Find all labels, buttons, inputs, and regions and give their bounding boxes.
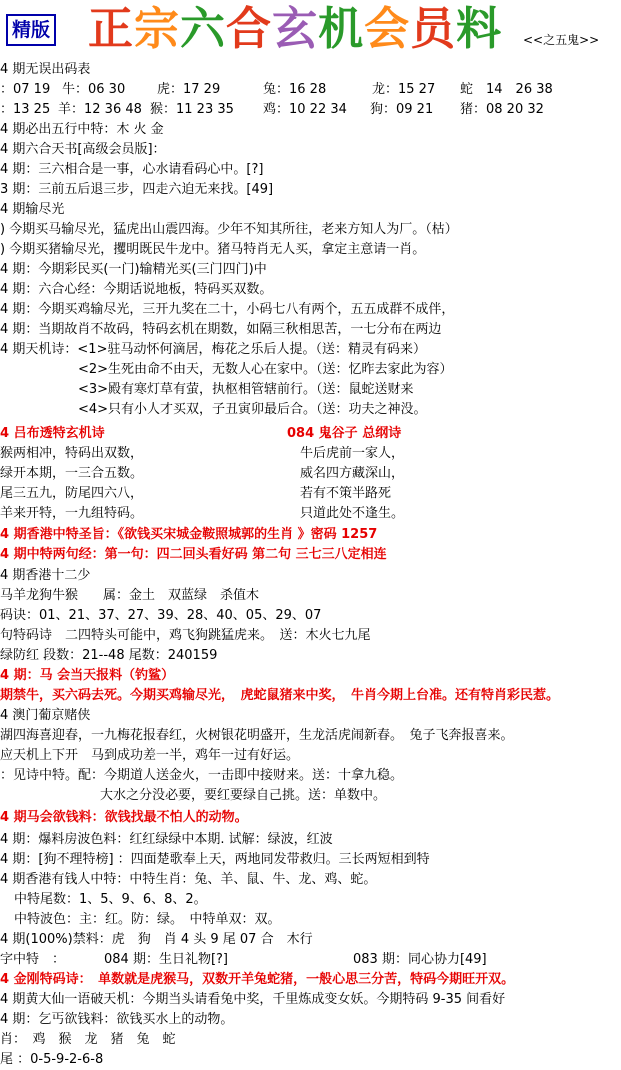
text-line <box>0 464 621 484</box>
text-line <box>0 1030 621 1050</box>
text-line <box>0 706 621 726</box>
text-segment: 4 期黄大仙一语破天机：今期当头请看兔中奖，千里炼成变女妖。今期特码 9-35 间看好 <box>0 992 506 1007</box>
text-segment: 084 鬼谷子 总纲诗 <box>287 426 402 441</box>
text-segment: 中特波色：主：红。防：绿。 中特单双：双。 <box>14 912 281 927</box>
title-char: 玄 <box>272 2 319 55</box>
text-segment: <4>只有小人才买双，子丑寅卯最后合。（送：功夫之神没。 <box>78 402 427 417</box>
text-line <box>0 726 621 746</box>
text-segment: ：07 19 <box>0 82 51 97</box>
text-line <box>0 525 621 545</box>
text-line <box>0 686 621 706</box>
text-segment: 虎：17 29 <box>157 82 221 97</box>
text-segment: 羊来开特，一九组特码。 <box>0 506 144 521</box>
text-segment: 绿防红 段数：21--48 尾数：240159 <box>0 648 218 663</box>
text-segment: 牛：06 30 <box>62 82 126 97</box>
text-segment: 若有不策半路死 <box>300 486 392 501</box>
text-line <box>0 220 621 240</box>
text-segment: 4 期：三六相合是一事，心水请看码心中。[?] <box>0 162 264 177</box>
text-line <box>0 666 621 686</box>
text-segment: 猴：11 23 35 <box>150 102 234 117</box>
text-segment: 3 期：三前五后退三步，四走六迫无来找。[49] <box>0 182 274 197</box>
text-line <box>0 504 621 524</box>
text-segment: 4 期无误出码表 <box>0 62 91 77</box>
text-segment: 4 期香港有钱人中特：中特生肖：兔、羊、鼠、牛、龙、鸡、蛇。 <box>0 872 377 887</box>
text-segment: 4 金刚特码诗： 单数就是虎猴马，双数开羊兔蛇猪，一般心思三分苦，特码今期旺开双。 <box>0 972 515 987</box>
text-line <box>0 950 621 970</box>
text-line <box>0 300 621 320</box>
text-segment: 4 期：爆料房波色料：红红绿绿中本期. 试解：绿波，红波 <box>0 832 333 847</box>
text-line <box>0 870 621 890</box>
text-line <box>0 545 621 565</box>
page-title <box>88 0 502 58</box>
text-line <box>0 586 621 606</box>
title-char: 正 <box>88 2 135 55</box>
text-line <box>0 320 621 340</box>
text-line <box>0 160 621 180</box>
text-line <box>0 990 621 1010</box>
text-segment: 湖四海喜迎春，一九梅花报春红，火树银花明盛开，生龙活虎闹新春。 兔子飞奔报喜来。 <box>0 728 514 743</box>
text-segment: ) 今期买猪输尽光，攫明既民牛龙中。猪马特肖无人买，拿定主意请一肖。 <box>0 242 426 257</box>
text-line <box>0 100 621 120</box>
text-line <box>0 240 621 260</box>
text-segment: <2>生死由命不由天，无数人心在家中。（送：忆昨去家此为容） <box>78 362 453 377</box>
text-line <box>0 424 621 444</box>
text-segment: 4 期：马 会当天报料（钓鲨） <box>0 668 175 683</box>
text-segment: 鸡：10 22 34 <box>263 102 347 117</box>
text-line <box>0 80 621 100</box>
text-segment: <3>殿有寒灯草有萤，执枢相管辖前行。（送：鼠蛇送财来 <box>78 382 414 397</box>
page-header <box>0 0 621 60</box>
text-line <box>0 646 621 666</box>
text-segment: 4 期(100%)禁料：虎 狗 肖 4 头 9 尾 07 合 木行 <box>0 932 313 947</box>
text-line <box>0 400 621 420</box>
text-segment: 蛇 14 26 38 <box>460 82 553 97</box>
text-line <box>0 260 621 280</box>
text-line <box>0 140 621 160</box>
title-char: 会 <box>364 2 411 55</box>
text-segment: 4 期：[狗不理特榜] ：四面楚歌奉上天，两地同发带救归。三长两短相到特 <box>0 852 430 867</box>
text-line <box>0 808 621 828</box>
text-line <box>0 746 621 766</box>
text-segment: 4 期天机诗：<1>驻马动怀何滴居，梅花之乐后人提。（送：精灵有码来） <box>0 342 426 357</box>
text-segment: 4 期：今期彩民买(一门)输精光买(三门四门)中 <box>0 262 267 277</box>
text-line <box>0 1010 621 1030</box>
title-char: 员 <box>410 2 457 55</box>
text-line <box>0 970 621 990</box>
title-char: 六 <box>180 2 227 55</box>
text-segment: 4 期必出五行中特：木 火 金 <box>0 122 164 137</box>
text-segment: 尾三五九，防尾四六八， <box>0 486 144 501</box>
text-segment: 羊：12 36 48 <box>58 102 142 117</box>
text-line <box>0 180 621 200</box>
text-segment: 期禁牛，买六码去死。今期买鸡输尽光， 虎蛇鼠猪来中奖， 牛肖今期上台准。还有特肖彩民惹。 <box>0 688 560 703</box>
text-segment: 绿开本期，一三合五数。 <box>0 466 144 481</box>
text-segment: 4 澳门葡京赌侠 <box>0 708 91 723</box>
text-segment: 威名四方藏深山， <box>300 466 405 481</box>
text-segment: 字中特 ： <box>0 952 66 967</box>
text-segment: 中特尾数：1、5、9、6、8、2。 <box>14 892 207 907</box>
text-segment: 兔：16 28 <box>263 82 327 97</box>
text-line <box>0 930 621 950</box>
text-segment: 4 期：今期买鸡输尽光，三开九奖在二十，小码七八有两个，五五成群不成伴， <box>0 302 455 317</box>
text-line <box>0 340 621 360</box>
title-tag: <<之五鬼>> <box>523 33 600 47</box>
text-segment: 4 期：六合心经：今期话说地板，特码买双数。 <box>0 282 273 297</box>
text-line <box>0 360 621 380</box>
text-segment: 猪：08 20 32 <box>460 102 544 117</box>
title-char: 宗 <box>134 2 181 55</box>
text-segment: 4 期：乞丐欲钱料：欲钱买水上的动物。 <box>0 1012 234 1027</box>
edition-badge: 精版 <box>6 14 56 46</box>
text-segment: 4 期香港十二少 <box>0 568 91 583</box>
text-segment: 4 期中特两句经：第一句：四二回头看好码 第二句 三七三八定相连 <box>0 547 387 562</box>
text-line <box>0 786 621 806</box>
text-segment: 码诀：01、21、37、27、39、28、40、05、29、07 <box>0 608 322 623</box>
text-line <box>0 850 621 870</box>
text-segment: ) 今期买马输尽光，猛虎出山震四海。少年不知其所往，老来方知人为厂。（枯） <box>0 222 458 237</box>
text-segment: 4 期六合天书[高级会员版]： <box>0 142 166 157</box>
text-segment: 马羊龙狗牛猴 <box>0 588 79 603</box>
text-line <box>0 380 621 400</box>
text-line <box>0 626 621 646</box>
text-segment: 龙：15 27 <box>372 82 436 97</box>
text-segment: 只道此处不逢生。 <box>300 506 405 521</box>
title-char: 料 <box>456 2 503 55</box>
text-line <box>0 200 621 220</box>
text-segment: 4 期输尽光 <box>0 202 65 217</box>
text-segment: 4 期：当期故肖不故码，特码玄机在期数，如隔三秋相思苦，一七分布在两边 <box>0 322 442 337</box>
text-segment: 狗：09 21 <box>370 102 434 117</box>
text-segment: 尾 ：0-5-9-2-6-8 <box>0 1052 104 1067</box>
text-line <box>0 910 621 930</box>
text-line <box>0 830 621 850</box>
text-line <box>0 566 621 586</box>
title-char: 合 <box>226 2 273 55</box>
text-segment: 084 期：生日礼物[?] <box>104 952 228 967</box>
text-segment: 4 期马会欲钱料：欲钱找最不怕人的动物。 <box>0 810 248 825</box>
text-segment: 属：金土 双蓝绿 杀值木 <box>103 588 260 603</box>
text-line <box>0 280 621 300</box>
text-line <box>0 1050 621 1070</box>
text-line <box>0 766 621 786</box>
text-segment: 牛后虎前一家人， <box>300 446 405 461</box>
text-line <box>0 120 621 140</box>
text-line <box>0 890 621 910</box>
text-segment: 4 吕布透特玄机诗 <box>0 426 105 441</box>
text-segment: 大水之分没必要，要红要绿自己挑。送：单数中。 <box>100 788 387 803</box>
text-segment: 083 期：同心协力[49] <box>353 952 487 967</box>
text-line <box>0 444 621 464</box>
text-line <box>0 60 621 80</box>
text-line <box>0 484 621 504</box>
text-segment: 句特码诗 二四特头可能中，鸡飞狗跳猛虎来。 送：木火七九尾 <box>0 628 371 643</box>
text-segment: 应天机上下开 马到成功差一半，鸡年一过有好运。 <box>0 748 300 763</box>
text-segment: 4 期香港中特圣旨：《欲钱买宋城金鞍照城郭的生肖 》密码 1257 <box>0 527 378 542</box>
text-segment: 猴两相冲，特码出双数， <box>0 446 144 461</box>
title-char: 机 <box>318 2 365 55</box>
text-segment: ：见诗中特。配：今期道人送金火，一击即中接财来。送：十拿九稳。 <box>0 768 404 783</box>
text-line <box>0 606 621 626</box>
text-segment: ：13 25 <box>0 102 51 117</box>
text-segment: 肖： 鸡 猴 龙 猪 兔 蛇 <box>0 1032 176 1047</box>
